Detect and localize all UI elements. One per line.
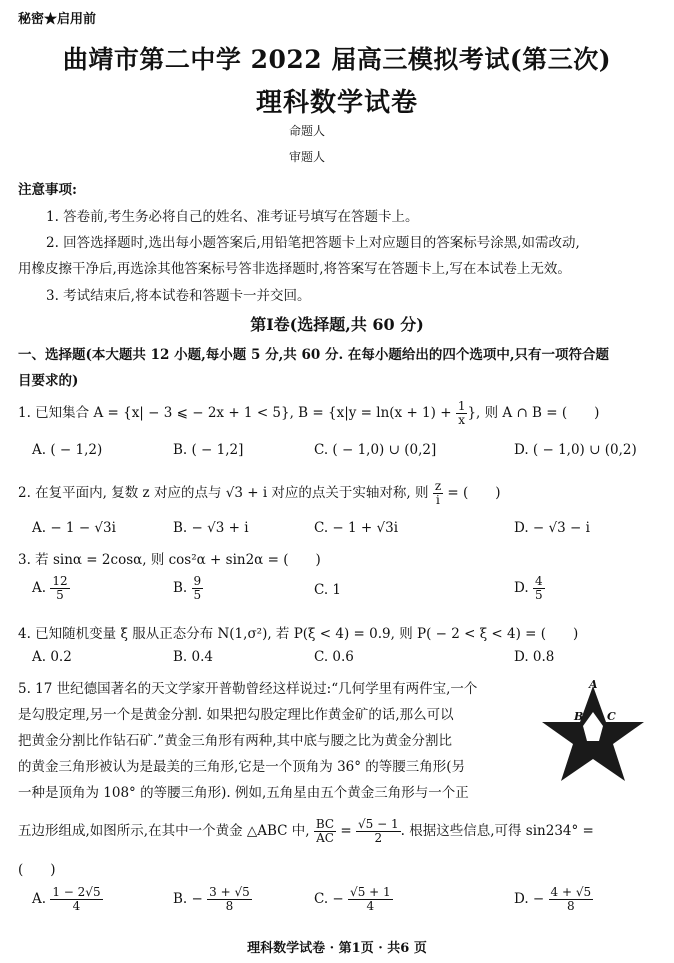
question-2-stem bbox=[18, 480, 501, 507]
q1-frac-den: x bbox=[458, 413, 466, 427]
q5-option-d[interactable] bbox=[514, 886, 593, 913]
q5-b-fraction bbox=[207, 886, 252, 913]
q2-stem-b: = ( ) bbox=[443, 485, 501, 501]
q5-a-label: A. bbox=[32, 891, 47, 907]
vertex-c-label: C bbox=[607, 710, 616, 723]
note-item-2-cont: 用橡皮擦干净后,再选涂其他答案标号答非选择题时,将答案写在答题卡上,写在本试卷上无效。 bbox=[18, 261, 571, 277]
q1-option-d[interactable]: D. ( − 1,0) ∪ (0,2) bbox=[514, 442, 637, 458]
pentagram-icon bbox=[538, 678, 648, 790]
q5-ratio-den: AC bbox=[316, 831, 334, 845]
q3-b-den: 5 bbox=[193, 588, 202, 602]
page-footer: 理科数学试卷 · 第1页 · 共6 页 bbox=[247, 941, 427, 956]
q5-line-7: ( ) bbox=[18, 862, 56, 878]
q5-line-6a: 五边形组成,如图所示,在其中一个黄金 △ABC 中, bbox=[18, 823, 314, 839]
vertex-a-label: A bbox=[589, 678, 598, 691]
q5-equals: = bbox=[336, 823, 357, 839]
q3-d-fraction bbox=[533, 575, 545, 602]
q5-line-6 bbox=[18, 818, 594, 845]
q5-option-a[interactable] bbox=[32, 886, 103, 913]
q5-line-3: 把黄金分割比作钻石矿.”黄金三角形有两种,其中底与腰之比为黄金分割比 bbox=[18, 733, 452, 749]
q4-option-c[interactable]: C. 0.6 bbox=[314, 649, 354, 665]
q5-d-num: 4 + √5 bbox=[550, 885, 592, 899]
q3-a-label: A. bbox=[32, 580, 47, 596]
q2-option-c[interactable]: C. − 1 + √3i bbox=[314, 520, 399, 536]
q5-c-den: 4 bbox=[366, 899, 375, 913]
q3-d-den: 5 bbox=[534, 588, 543, 602]
q3-b-label: B. bbox=[173, 580, 188, 596]
q5-golden-den: 2 bbox=[374, 831, 383, 845]
q5-c-fraction bbox=[348, 886, 393, 913]
q3-a-fraction bbox=[50, 575, 69, 602]
q5-c-label: C. − bbox=[314, 891, 344, 907]
question-3-stem: 3. 若 sinα = 2cosα, 则 cos²α + sin2α = ( ) bbox=[18, 552, 321, 568]
section-instructions-cont: 目要求的) bbox=[18, 373, 79, 389]
question-4-stem: 4. 已知随机变量 ξ 服从正态分布 N(1,σ²), 若 P(ξ < 4) = 0.9, 则 P( − 2 < ξ < 4) = ( ) bbox=[18, 626, 579, 642]
q1-option-b[interactable]: B. ( − 1,2] bbox=[173, 442, 244, 458]
q1-frac-num: 1 bbox=[457, 399, 466, 413]
q5-d-fraction bbox=[549, 886, 594, 913]
q2-option-a[interactable]: A. − 1 − √3i bbox=[32, 520, 116, 536]
reviewer-label: 审题人 bbox=[289, 150, 326, 164]
q3-b-fraction bbox=[192, 575, 204, 602]
section-instructions: 一、选择题(本大题共 12 小题,每小题 5 分,共 60 分. 在每小题给出的四个选项中,只有一项符合题 bbox=[18, 347, 610, 363]
note-item-2: 2. 回答选择题时,选出每小题答案后,用铅笔把答题卡上对应题目的答案标号涂黑,如需改动, bbox=[46, 235, 580, 251]
q4-option-a[interactable]: A. 0.2 bbox=[32, 649, 72, 665]
pentagram-figure bbox=[538, 678, 648, 794]
q5-a-num: 1 − 2√5 bbox=[52, 885, 101, 899]
q5-b-label: B. − bbox=[173, 891, 203, 907]
q1-stem-a: 1. 已知集合 A = {x| − 3 ⩽ − 2x + 1 < 5}, B = {x|y = ln(x + 1) + bbox=[18, 405, 456, 421]
q4-option-d[interactable]: D. 0.8 bbox=[514, 649, 555, 665]
q5-line-4: 的黄金三角形被认为是最美的三角形,它是一个顶角为 36° 的等腰三角形(另 bbox=[18, 759, 466, 775]
q5-option-c[interactable] bbox=[314, 886, 393, 913]
note-item-1: 1. 答卷前,考生务必将自己的姓名、准考证号填写在答题卡上。 bbox=[46, 209, 419, 225]
q5-a-den: 4 bbox=[72, 899, 81, 913]
q5-b-num: 3 + √5 bbox=[209, 885, 250, 899]
q3-a-den: 5 bbox=[56, 588, 64, 602]
q5-line-6b: . 根据这些信息,可得 sin234° = bbox=[400, 823, 594, 839]
q5-b-den: 8 bbox=[225, 899, 234, 913]
q1-stem-b: }, 则 A ∩ B = ( ) bbox=[467, 405, 600, 421]
q5-ratio-num: BC bbox=[315, 817, 335, 831]
q2-option-d[interactable]: D. − √3 − i bbox=[514, 520, 590, 536]
q3-option-a[interactable] bbox=[32, 575, 70, 602]
section-title: 第Ⅰ卷(选择题,共 60 分) bbox=[250, 315, 424, 334]
q5-a-fraction bbox=[50, 886, 102, 913]
vertex-b-label: B bbox=[574, 710, 584, 723]
q5-line-5: 一种是顶角为 108° 的等腰三角形). 例如,五角星由五个黄金三角形与一个正 bbox=[18, 785, 469, 801]
notes-heading: 注意事项: bbox=[18, 182, 77, 198]
q5-c-num: √5 + 1 bbox=[350, 885, 391, 899]
author-label: 命题人 bbox=[289, 124, 326, 138]
q2-option-b[interactable]: B. − √3 + i bbox=[173, 520, 249, 536]
note-item-3: 3. 考试结束后,将本试卷和答题卡一并交回。 bbox=[46, 288, 311, 304]
q5-line-2: 是勾股定理,另一个是黄金分割. 如果把勾股定理比作黄金矿的话,那么可以 bbox=[18, 707, 454, 723]
q3-option-b[interactable] bbox=[173, 575, 203, 602]
q5-line-1: 5. 17 世纪德国著名的天文学家开普勒曾经这样说过:“几何学里有两件宝,一个 bbox=[18, 681, 478, 697]
q3-d-label: D. bbox=[514, 580, 529, 596]
q2-frac-num: z bbox=[434, 479, 442, 493]
q3-d-num: 4 bbox=[534, 574, 543, 588]
exam-title: 曲靖市第二中学 2022 届高三模拟考试(第三次) bbox=[62, 45, 612, 74]
exam-subtitle: 理科数学试卷 bbox=[255, 88, 418, 118]
confidential-label: 秘密★启用前 bbox=[18, 12, 97, 27]
q4-option-b[interactable]: B. 0.4 bbox=[173, 649, 213, 665]
q5-option-b[interactable] bbox=[173, 886, 252, 913]
q5-golden-num: √5 − 1 bbox=[358, 817, 399, 831]
q3-b-num: 9 bbox=[193, 574, 202, 588]
q2-fraction bbox=[433, 480, 443, 507]
q3-option-d[interactable] bbox=[514, 575, 545, 602]
q3-a-num: 12 bbox=[52, 574, 68, 588]
q5-d-den: 8 bbox=[567, 899, 575, 913]
q5-d-label: D. − bbox=[514, 891, 545, 907]
q1-fraction bbox=[456, 400, 468, 427]
question-1-stem bbox=[18, 400, 599, 427]
q1-option-c[interactable]: C. ( − 1,0) ∪ (0,2] bbox=[314, 442, 437, 458]
q2-stem-a: 2. 在复平面内, 复数 z 对应的点与 √3 + i 对应的点关于实轴对称, 则 bbox=[18, 485, 433, 501]
q3-option-c[interactable]: C. 1 bbox=[314, 582, 342, 598]
q5-golden-fraction bbox=[356, 818, 401, 845]
q1-option-a[interactable]: A. ( − 1,2) bbox=[32, 442, 103, 458]
q5-ratio-fraction bbox=[314, 818, 336, 845]
q2-frac-den: i bbox=[436, 493, 440, 507]
